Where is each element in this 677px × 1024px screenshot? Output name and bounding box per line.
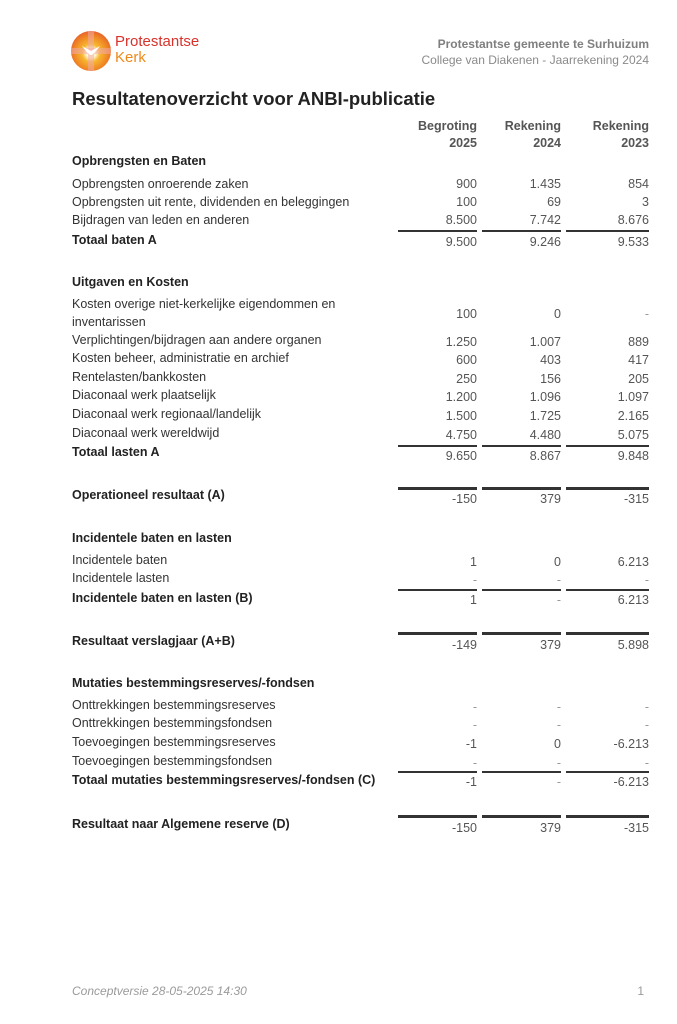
value-2025: - [472, 756, 477, 770]
page-number: 1 [637, 984, 644, 998]
value-2023: 5.898 [617, 638, 649, 652]
table-row [72, 368, 650, 386]
value-2024: 0 [554, 737, 561, 751]
value-2025: 1.500 [445, 409, 477, 423]
table-row [72, 551, 650, 569]
page-title: Resultatenoverzicht voor ANBI-publicatie [72, 88, 436, 109]
value-2024: - [556, 700, 561, 714]
row-label: Diaconaal werk regionaal/landelijk [72, 407, 261, 421]
value-2023: 6.213 [617, 555, 649, 569]
value-2024: 69 [547, 195, 561, 209]
row-label: Diaconaal werk wereldwijd [72, 426, 220, 440]
row-label: Incidentele baten en lasten (B) [72, 591, 253, 605]
row-label: Diaconaal werk plaatselijk [72, 388, 216, 402]
value-2023: 6.213 [617, 593, 649, 607]
value-2024: 0 [554, 307, 561, 321]
value-2023: -315 [623, 492, 649, 506]
row-label: Toevoegingen bestemmingsfondsen [72, 754, 273, 768]
value-2024: 379 [540, 492, 561, 506]
row-label: Verplichtingen/bijdragen aan andere organen [72, 333, 322, 347]
value-2024: 7.742 [529, 213, 561, 227]
total-row-mutaties [72, 771, 650, 789]
value-2025: 1.200 [445, 390, 477, 404]
table-row [72, 696, 650, 714]
value-2023: 8.676 [617, 213, 649, 227]
value-2023: 889 [628, 335, 649, 349]
value-2025: 1 [470, 555, 477, 569]
value-2025: - [472, 718, 477, 732]
total-row-lasten [72, 443, 650, 461]
value-2023: 3 [642, 195, 649, 209]
table-row [72, 386, 650, 404]
value-2025: 600 [456, 353, 477, 367]
value-2025: -149 [451, 638, 477, 652]
column-header-line2: 2023 [621, 136, 649, 150]
logo-line2: Kerk [115, 49, 146, 66]
logo-wordmark [115, 34, 199, 66]
result-row-verslagjaar [72, 632, 650, 650]
row-label: Rentelasten/bankkosten [72, 370, 207, 384]
table-row [72, 211, 650, 229]
value-2025: - [472, 573, 477, 587]
value-2025: 1 [470, 593, 477, 607]
table-row [72, 405, 650, 423]
table-row [72, 349, 650, 367]
dove-sun-icon [71, 31, 111, 71]
row-label: Operationeel resultaat (A) [72, 488, 225, 502]
row-label: Toevoegingen bestemmingsreserves [72, 735, 276, 749]
logo-line1: Protestantse [115, 33, 200, 50]
value-2025: -150 [451, 492, 477, 506]
row-label: Kosten overige niet-kerkelijke eigendommen en [72, 297, 336, 311]
table-row [72, 175, 650, 193]
value-2025: 9.650 [445, 449, 477, 463]
section-heading-label: Mutaties bestemmingsreserves/-fondsen [72, 676, 315, 690]
value-2024: 379 [540, 821, 561, 835]
value-2023: -6.213 [613, 775, 649, 789]
column-header-begroting-2025 [398, 118, 477, 152]
value-2023: -315 [623, 821, 649, 835]
column-header-line1: Rekening [592, 119, 649, 133]
value-2023: 205 [628, 372, 649, 386]
row-label: Onttrekkingen bestemmingsfondsen [72, 716, 273, 730]
value-2024: - [556, 756, 561, 770]
value-2023: 417 [628, 353, 649, 367]
column-header-line1: Rekening [504, 119, 561, 133]
table-row [72, 569, 650, 587]
section-heading-baten [72, 152, 650, 170]
value-2024: 156 [540, 372, 561, 386]
value-2023: - [644, 756, 649, 770]
column-header-line2: 2025 [449, 136, 477, 150]
row-label: Opbrengsten uit rente, dividenden en beleggingen [72, 195, 350, 209]
row-label: Totaal mutaties bestemmingsreserves/-fondsen (C) [72, 773, 376, 787]
value-2025: -150 [451, 821, 477, 835]
table-row [72, 714, 650, 732]
value-2025: - [472, 700, 477, 714]
column-header-line2: 2024 [533, 136, 561, 150]
value-2024: - [556, 775, 561, 789]
value-2023: - [644, 307, 649, 321]
value-2025: 100 [456, 307, 477, 321]
value-2025: -1 [465, 775, 477, 789]
value-2024: 1.007 [529, 335, 561, 349]
value-2024: - [556, 718, 561, 732]
value-2024: 403 [540, 353, 561, 367]
document-subtitle: College van Diakenen - Jaarrekening 2024 [421, 53, 649, 67]
value-2023: - [644, 573, 649, 587]
value-2024: 379 [540, 638, 561, 652]
value-2023: - [644, 700, 649, 714]
section-heading-lasten [72, 273, 650, 291]
row-label: Totaal lasten A [72, 445, 160, 459]
table-row [72, 295, 650, 331]
value-2024: - [556, 593, 561, 607]
table-row [72, 193, 650, 211]
value-2024: 8.867 [529, 449, 561, 463]
value-2025: -1 [465, 737, 477, 751]
row-label: Onttrekkingen bestemmingsreserves [72, 698, 276, 712]
row-label: Kosten beheer, administratie en archief [72, 351, 289, 365]
section-heading-label: Incidentele baten en lasten [72, 531, 232, 545]
value-2023: 854 [628, 177, 649, 191]
value-2024: 9.246 [529, 235, 561, 249]
protestantse-kerk-logo [71, 31, 251, 73]
total-row-baten [72, 231, 650, 249]
document-header [422, 36, 649, 68]
value-2025: 9.500 [445, 235, 477, 249]
section-heading-incidenteel [72, 529, 650, 547]
value-2024: 4.480 [529, 428, 561, 442]
version-stamp: Conceptversie 28-05-2025 14:30 [72, 984, 247, 998]
row-label-continued: inventarissen [72, 315, 146, 329]
column-header-rekening-2024 [482, 118, 561, 152]
table-row [72, 424, 650, 442]
section-heading-mutaties [72, 674, 650, 692]
row-label: Incidentele lasten [72, 571, 170, 585]
column-header-line1: Begroting [417, 119, 477, 133]
value-2025: 1.250 [445, 335, 477, 349]
organization-name: Protestantse gemeente te Surhuizum [437, 37, 649, 51]
value-2023: -6.213 [613, 737, 649, 751]
table-row [72, 733, 650, 751]
row-label: Resultaat naar Algemene reserve (D) [72, 817, 290, 831]
value-2023: 9.848 [617, 449, 649, 463]
value-2025: 100 [456, 195, 477, 209]
value-2025: 8.500 [445, 213, 477, 227]
value-2024: 0 [554, 555, 561, 569]
value-2023: 1.097 [617, 390, 649, 404]
value-2024: 1.096 [529, 390, 561, 404]
row-label: Resultaat verslagjaar (A+B) [72, 634, 235, 648]
total-row-incidenteel [72, 589, 650, 607]
value-2024: 1.725 [529, 409, 561, 423]
section-heading-label: Uitgaven en Kosten [72, 275, 189, 289]
value-2023: 5.075 [617, 428, 649, 442]
value-2024: 1.435 [529, 177, 561, 191]
row-label: Opbrengsten onroerende zaken [72, 177, 249, 191]
row-label: Incidentele baten [72, 553, 168, 567]
table-row [72, 331, 650, 349]
table-row [72, 752, 650, 770]
value-2023: 9.533 [617, 235, 649, 249]
result-row-algemene-reserve [72, 815, 650, 833]
row-label: Totaal baten A [72, 233, 157, 247]
section-heading-label: Opbrengsten en Baten [72, 154, 207, 168]
row-label: Bijdragen van leden en anderen [72, 213, 250, 227]
result-row-operationeel [72, 486, 650, 504]
value-2025: 4.750 [445, 428, 477, 442]
value-2023: - [644, 718, 649, 732]
value-2025: 900 [456, 177, 477, 191]
column-header-rekening-2023 [570, 118, 649, 152]
value-2023: 2.165 [617, 409, 649, 423]
value-2025: 250 [456, 372, 477, 386]
value-2024: - [556, 573, 561, 587]
